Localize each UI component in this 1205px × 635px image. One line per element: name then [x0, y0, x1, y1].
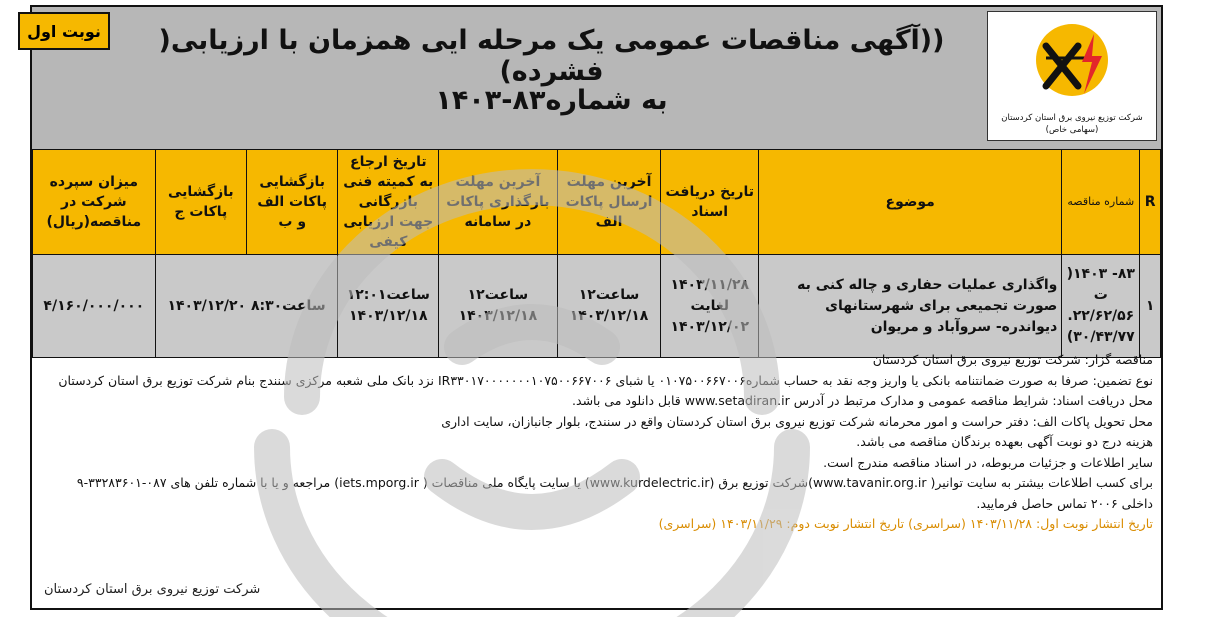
detail-publication-dates: تاریخ انتشار نوبت اول: ۱۴۰۳/۱۱/۲۸ (سراسری) تاریخ انتشار نوبت دوم: ۱۴۰۳/۱۱/۲۹ (سراسری)	[658, 516, 1153, 531]
power-company-logo-icon	[1032, 18, 1112, 108]
table-row	[33, 255, 1161, 358]
footer-company: شرکت توزیع نیروی برق استان کردستان	[44, 582, 261, 597]
cell-subject: واگذاری عملیات حفاری و چاله کنی به صورت تجمیعی برای شهرستانهای دیواندره- سروآباد و مریوان	[759, 255, 1062, 358]
cell-receive-docs: ۱۴۰۳/۱۱/۲۸ لغایت ۱۴۰۳/۱۲/۰۲	[661, 255, 759, 358]
col-header-subject: موضوع	[759, 150, 1062, 255]
notice-title: ((آگهی مناقصات عمومی یک مرحله ایی همزمان با ارزیابی( فشرده)	[158, 25, 945, 87]
col-header-deadline-upload: آخرین مهلت بارگذاری پاکات در سامانه	[439, 150, 557, 255]
col-header-open-c: بازگشایی پاکات ج	[155, 150, 246, 255]
cell-deadline-upload: ساعت۱۲ ۱۴۰۳/۱۲/۱۸	[439, 255, 557, 358]
detail-docs-location: محل دریافت اسناد: شرایط مناقصه عمومی و مدارک مرتبط در آدرس www.setadiran.ir قابل دانلود می باشد.	[572, 393, 1153, 408]
cell-deposit: ۴/۱۶۰/۰۰۰/۰۰۰	[33, 255, 156, 358]
company-name-line1: شرکت توزیع نیروی برق استان کردستان	[1001, 113, 1143, 123]
cell-refer-committee: ساعت۱۲:۰۱ ۱۴۰۳/۱۲/۱۸	[338, 255, 439, 358]
detail-other-info: سایر اطلاعات و جزئیات مربوطه، در اسناد مناقصه مندرج است.	[823, 454, 1153, 470]
first-publication-badge: نوبت اول	[18, 12, 110, 50]
col-header-tender-no: شماره مناقصه	[1062, 150, 1140, 255]
col-header-deadline-send-a: آخرین مهلت ارسال پاکات الف	[557, 150, 661, 255]
company-logo	[987, 11, 1157, 141]
notice-number: به شماره۸۳-۱۴۰۳	[435, 85, 668, 116]
cell-r: ۱	[1140, 255, 1161, 358]
tender-notice	[27, 5, 1163, 610]
cell-opening: ساعت۸:۳۰ ۱۴۰۳/۱۲/۲۰	[155, 255, 338, 358]
company-name	[990, 112, 1154, 136]
detail-delivery-location: محل تحویل پاکات الف: دفتر حراست و امور محرمانه شرکت توزیع نیروی برق استان کردستان واقع در سنندج، بلوار جانبازان، سایت اداری	[441, 413, 1153, 429]
cell-deadline-send-a: ساعت۱۲ ۱۴۰۳/۱۲/۱۸	[557, 255, 661, 358]
col-header-deposit: میزان سپرده شرکت در مناقصه(ریال)	[33, 150, 156, 255]
table-header-row	[33, 150, 1161, 255]
detail-contact: برای کسب اطلاعات بیشتر به سایت توانیر( www.tavanir.org.ir)شرکت توزیع برق (www.kurdelectric.ir) یا سایت پایگاه ملی مناقصات ( iets.mporg.ir) مراجعه و یا با شماره تلفن های ۰۸۷-۳۳۲۸۳۶۰۱-۹ داخلی ۲۰۰۶ تماس حاصل فرمایید.	[76, 475, 1153, 511]
notice-header	[27, 7, 1161, 151]
col-header-r: R	[1140, 150, 1161, 255]
detail-tenderer: مناقصه گزار: شرکت توزیع نیروی برق استان کردستان	[872, 352, 1153, 367]
col-header-receive-docs: تاریخ دریافت اسناد	[661, 150, 759, 255]
detail-ad-cost: هزینه درج دو نوبت آگهی بعهده برندگان مناقصه می باشد.	[856, 434, 1153, 449]
notice-details	[42, 350, 1153, 535]
company-name-line2: (سهامی خاص)	[1045, 125, 1099, 135]
col-header-open-ab: بازگشایی پاکات الف و ب	[247, 150, 338, 255]
tender-table	[32, 149, 1161, 358]
col-header-refer-committee: تاریخ ارجاع به کمیته فنی بازرگانی جهت ارزیابی کیفی	[338, 150, 439, 255]
cell-tender-no: ۸۳- ۱۴۰۳( ت ۲۲/۶۲/۵۶. ۳۰/۴۳/۷۷)	[1062, 255, 1140, 358]
detail-guarantee: نوع تضمین: صرفا به صورت ضمانتنامه بانکی یا واریز وجه نقد به حساب شماره۰۱۰۷۵۰۰۶۶۷۰۰۶ یا شبای IR۳۳۰۱۷۰۰۰۰۰۰۰۱۰۷۵۰۰۶۶۷۰۰۶ نزد بانک ملی شعبه مرکزی سنندج بنام شرکت توزیع برق استان کردستان	[58, 372, 1153, 388]
